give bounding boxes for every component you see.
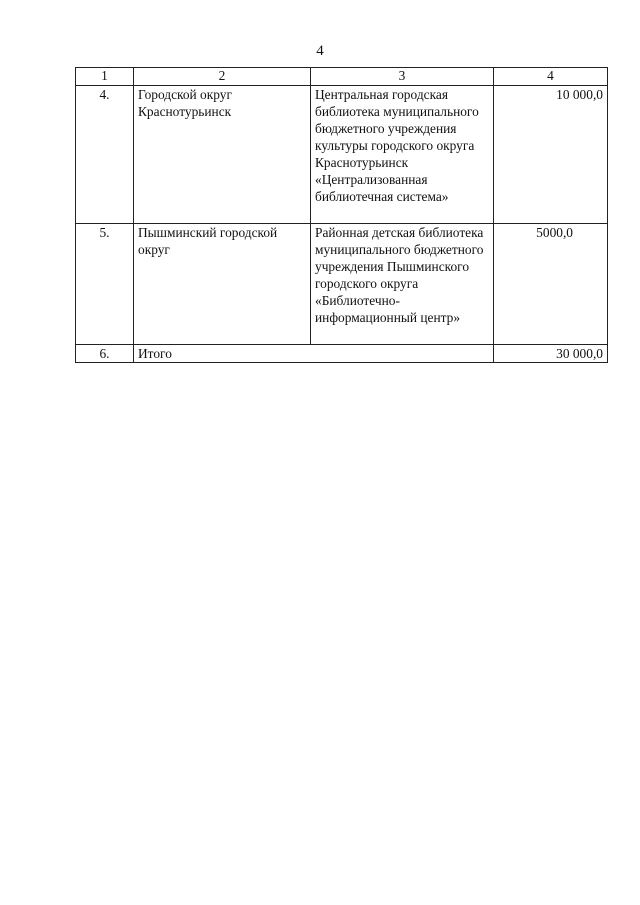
table-row: [76, 86, 608, 224]
budget-table: [75, 67, 608, 363]
recipient-cell: Районная детская библиотека муниципального бюджетного учреждения Пышминского городского округа «Библиотечно-информационный центр»: [311, 224, 494, 345]
table-total-row: [76, 345, 608, 363]
recipient-cell: Центральная городская библиотека муниципального бюджетного учреждения культуры городского округа Краснотурьинск «Централизованная библиотечная система»: [311, 86, 494, 224]
district-cell: Городской округ Краснотурьинск: [134, 86, 311, 224]
page-number: 4: [316, 43, 324, 59]
total-row-number: 6.: [76, 345, 134, 363]
row-number: 5.: [76, 224, 134, 345]
amount-cell: 5000,0: [494, 224, 608, 345]
row-number: 4.: [76, 86, 134, 224]
table-row: [76, 224, 608, 345]
amount-cell: 10 000,0: [494, 86, 608, 224]
column-header-2: 2: [134, 68, 311, 86]
total-amount: 30 000,0: [494, 345, 608, 363]
table-header-row: [76, 68, 608, 86]
column-header-3: 3: [311, 68, 494, 86]
column-header-4: 4: [494, 68, 608, 86]
column-header-1: 1: [76, 68, 134, 86]
district-cell: Пышминский городской округ: [134, 224, 311, 345]
total-label: Итого: [134, 345, 494, 363]
